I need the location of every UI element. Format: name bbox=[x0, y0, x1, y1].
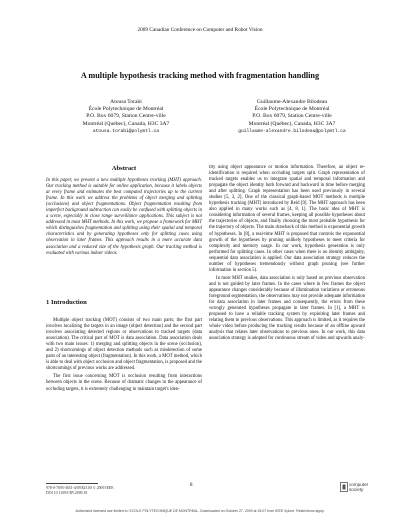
page-number: 8 bbox=[190, 483, 193, 488]
footnote-rule bbox=[46, 483, 98, 484]
paragraph: In most MHT studies, data association is only based on previous observation and is not guided by later frames. In the cases where in few frames the object appearance changes considerably because of illumination variations or erroneous foreground segmentation, the observations may not provide adequate information for data association in later frames and consequently, the errors from these wrongly generated hypotheses propagate in later frames. In [1], a MHT is proposed to have a reliable tracking system by exploiting later frames and relating them to previous observations. This approach is limited, as it requires the whole video before producing the tracking results because of an offline upward analysis that relates later observations to previous ones. In our work, this data association strategy is adopted for continuous stream of video and upwards analy- bbox=[209, 275, 365, 342]
author-name: Guillaume-Alexandre Bilodeau bbox=[256, 99, 328, 105]
author-city: Montréal (Québec), Canada, H3C 3A7 bbox=[248, 120, 336, 127]
paragraph: Multiple object tracking (MOT) consists of two main parts; the first part involves localizing the targets in an image (object detection) and the second part involves associating detected regions or observations to tracked targets (data association). The critical part of MOT is data association. Data association deals with two main issues: 1) merging and splitting objects in the scene (occlusion), and 2) shortcomings of object detection methods such as misdetection of some parts of an interesting object (fragmentation). In this work, a MOT method, which is able to deal with object occlusion and object fragmentation, is proposed and the shortcomings of previous works are addressed. bbox=[46, 318, 202, 372]
abstract-heading: Abstract bbox=[111, 165, 137, 172]
author-address: P.O. Box 6079, Station Centre-ville bbox=[86, 113, 166, 120]
computer-society-logo bbox=[340, 480, 370, 496]
authorized-use-notice: Authorized licensed use limited to: ECOLE POLYTECHNIQUE DE MONTREAL. Downloaded on October 27, 2009 at 15:07 from IEEE Xplore. Restrictions apply. bbox=[75, 509, 325, 513]
paragraph: The first issue concerning MOT is occlusion resulting from interactions between objects in the scene. Because of dramatic changes in the appearance of occluding targets, it is extremely challenging to maintain target's iden- bbox=[46, 374, 202, 392]
right-column-body bbox=[209, 165, 365, 344]
author-block-2 bbox=[217, 99, 367, 135]
paragraph: tity using object appearance or motion information. Therefore, an object re-identification is required when occluding targets split. Graph representation of tracked targets enables us to integrate spatial and temporal information and propagate the object identity both forward and backward in time before merging and after splitting. Graph representation has been used previously in several studies [5, 3, 2]. One of the classical graph-based MOT methods is multiple hypothesis tracking (MHT) introduced by Reid [9]. The MHT approach has been also applied in many works such as [4, 8, 1]. The basic idea of MHT is considering information of several frames, keeping all possible hypotheses about the trajectories of objects, and finally choosing the most probable hypothesis for the trajectory of objects. The main drawback of this method is exponential growth of hypotheses. In [8], a real-time MHT is proposed that controls the exponential growth of the hypotheses by pruning unlikely hypotheses to meet criteria for complexity and memory usage. In our work, hypothesis generation is only performed for splitting cases. In other cases when there is no identity ambiguity, sequential data association is applied. Our data association strategy reduces the number of hypotheses tremendously without graph pruning (see further information in section 5). bbox=[209, 165, 365, 273]
author-affiliation: École Polytechnique de Montréal bbox=[88, 106, 164, 113]
author-name: Atousa Torabi bbox=[110, 99, 142, 105]
author-affiliation: École Polytechnique de Montréal bbox=[254, 106, 330, 113]
left-column-body bbox=[46, 318, 202, 395]
logo-word-1: computer bbox=[349, 482, 369, 487]
abstract-text: In this paper, we present a new multiple hypotheses tracking (MHT) approach. Our tracking method is suitable for online application, because it labels objects at every frame and estimates the best computed trajectories up to the current frame. In this work we address the problems of object merging and splitting (occlusions) and object fragmentations. Object fragmentation resulting from imperfect background subtraction can easily be confused with splitting objects in a scene, especially in close range surveillance applications. This subject is not addressed in most MHT methods. In this work, we propose a framework for MHT which distinguishes fragmentation and splitting using their spatial and temporal characteristics and by generating hypotheses only for splitting cases using observation in later frames. This approach results in a more accurate data association and a reduced size of the hypothesis graph. Our tracking method is evaluated with various indoor videos. bbox=[46, 178, 202, 256]
author-address: P.O. Box 6079, Station Centre-ville bbox=[252, 113, 332, 120]
section-heading-introduction: 1 Introduction bbox=[46, 299, 87, 306]
doi-line: DOI 10.1109/CRV.2009.18 bbox=[46, 490, 88, 495]
copyright-line: 978-0-7695-3651-4/09 $25.00 © 2009 IEEE bbox=[46, 486, 114, 490]
author-email: guillaume-alexandre.bilodeau@polymtl.ca bbox=[238, 128, 346, 134]
author-email: atousa.torabi@polymtl.ca bbox=[92, 128, 160, 134]
logo-text bbox=[349, 483, 368, 493]
conference-header: 2009 Canadian Conference on Computer and Robot Vision bbox=[137, 27, 263, 33]
logo-word-2: society bbox=[349, 486, 364, 492]
society-mark-icon bbox=[340, 482, 349, 494]
copyright-footnote bbox=[46, 486, 114, 495]
author-city: Montréal (Québec), Canada, H3C 3A7 bbox=[82, 120, 170, 127]
paper-title: A multiple hypothesis tracking method with fragmentation handling bbox=[80, 71, 320, 80]
author-block-1 bbox=[51, 99, 201, 135]
